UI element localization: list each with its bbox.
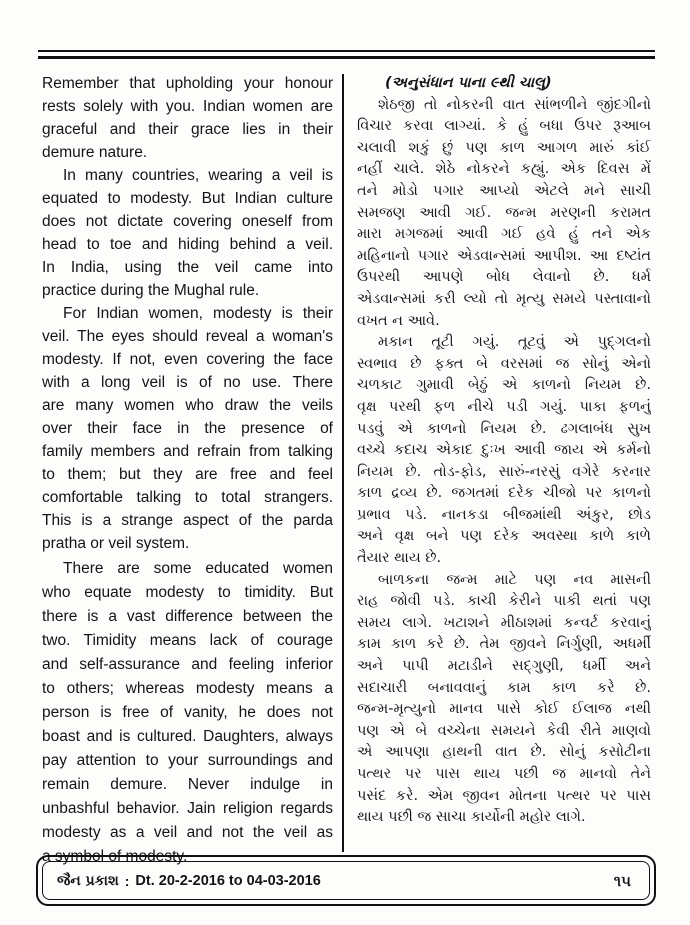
text-line: are many women who draw the veils (42, 397, 333, 414)
footer-frame (42, 861, 650, 900)
paragraph (357, 95, 651, 333)
text-line: to them; but they are free and feel (42, 466, 333, 483)
text-line: does not dictate covering oneself from (42, 213, 333, 230)
text-line: who equate modesty to timidity. But (42, 584, 333, 601)
text-line: કાળ દ્રવ્ય છે. જગતમાં દરેક ચીજો પર કાળનો (357, 485, 651, 502)
text-line: પસંદ કરે. એમ જીવન મોતના પત્થર પર પાસ (357, 787, 651, 804)
text-line: modesty. If not, even covering the face (42, 351, 333, 368)
paragraph (42, 72, 333, 164)
text-line: જન્મ-મૃત્યુનો માનવ પાસે કોઈ ઈલાજ નથી (357, 701, 651, 718)
text-line: Remember that upholding your honour (42, 75, 333, 92)
text-line: graceful and their grace lies in their (42, 121, 333, 138)
text-line: In many countries, wearing a veil is (63, 167, 333, 184)
text-line: person is free of vanity, he does not (42, 704, 333, 721)
text-line: veil. The eyes should reveal a woman's (42, 328, 333, 345)
text-line: demure nature. (42, 144, 148, 161)
text-line: વૃક્ષ પરથી ફળ નીચે પડી ગયું. પાકા ફળનું (357, 398, 651, 415)
text-line: modesty as a veil and not the veil as (42, 824, 333, 841)
text-line: remain demure. Never indulge in (42, 776, 333, 793)
text-line: રાહ જોવી પડે. કાચી કેરીને પાકી થતાં પણ (357, 593, 651, 610)
text-line: comfortable talking to total strangers. (42, 489, 333, 506)
paragraph (42, 557, 333, 869)
text-line: તૈયાર થાય છે. (357, 550, 442, 567)
text-line: પડવું એ કાળનો નિયમ છે. ઢગલાબંધ સુખ (357, 420, 651, 437)
text-line: એ આપણા હાથની વાત છે. સોનું કસોટીના (357, 744, 651, 761)
text-line: a symbol of modesty. (42, 848, 188, 865)
text-line: પણ એ બે વચ્ચેના સમયને કેવી રીતે માણવો (357, 722, 651, 739)
text-line: મકાન તૂટી ગયું. તૂટવું એ પુદ્ગલનો (378, 334, 651, 351)
paragraph (42, 302, 333, 555)
text-line: ચળકાટ ગુમાવી બેઠું એ કાળનો નિયમ છે. (357, 377, 651, 394)
text-line: For Indian women, modesty is their (63, 305, 333, 322)
text-line: family members and refrain from talking (42, 443, 333, 460)
header-rule-top (38, 50, 655, 52)
text-line: મહિનાનો પગાર એડવાન્સમાં આપીશ. આ દષ્ટાંત (357, 247, 651, 264)
text-line: નિયમ છે. તોડ-ફોડ, સારું-નરસું વગેરે કરનાર (357, 463, 651, 480)
page-number: ૧૫ (613, 871, 631, 890)
issue-date-range: Dt. 20-2-2016 to 04-03-2016 (135, 872, 321, 889)
text-line: boast and is cultured. Daughters, always (42, 728, 333, 745)
text-line: સમજણ આવી ગઈ. જન્મ મરણની કરામત (357, 204, 651, 221)
text-line: head to toe and hiding behind a veil. (42, 236, 333, 253)
text-line: equated to modesty. But Indian culture (42, 190, 333, 207)
text-line: થાય પછી જ સાચા કાર્યોની મહોર લાગે. (357, 809, 586, 826)
text-line: practice during the Mughal rule. (42, 282, 260, 299)
publication-name: જૈન પ્રકાશ (57, 872, 119, 889)
continuation-note: (અનુસંધાન પાના ૯થી ચાલુ) (385, 75, 552, 91)
text-line: and self-assurance and feeling inferior (42, 656, 333, 673)
text-line: તને મોડો પગાર આપ્યો એટલે મને સાચી (357, 182, 651, 199)
text-line: પ્રભાવ પડે. નાનકડા બીજમાંથી અંકુર, છોડ (357, 506, 651, 523)
column-divider (342, 74, 344, 852)
text-line: unbashful behavior. Jain religion regards (42, 800, 333, 817)
text-line: અને પાપી મટાડીને સદ્ગુણી, ધર્મી અને (357, 658, 651, 675)
footer-issue-info (57, 862, 321, 899)
text-line: શેઠજી તો નોકરની વાત સાંભળીને જીંદગીનો (378, 96, 651, 113)
page-footer (36, 855, 656, 906)
header-rule-bottom (38, 56, 655, 59)
text-line: to others; whereas modesty means a (42, 680, 333, 697)
text-line: પત્થર પર પાસ થાય પછી જ માનવો તેને (357, 766, 651, 782)
text-line: There are some educated women (63, 560, 333, 577)
text-line: ચલાવી શકું છું પણ કાળ આગળ મારું કાંઈ (357, 139, 651, 156)
text-line: બાળકના જન્મ માટે પણ નવ માસની (378, 571, 651, 588)
text-line: અને વૃક્ષ બને પણ દરેક અવસ્થા કાળે કાળે (357, 528, 651, 545)
text-line: there is a vast difference between the (42, 608, 333, 625)
text-line: ઉપરથી આપણે બોધ લેવાનો છે. ધર્મ (357, 269, 651, 286)
text-line: સ્વભાવ છે ફક્ત બે વરસમાં જ સોનું એનો (357, 355, 651, 372)
text-line: pratha or veil system. (42, 535, 190, 552)
text-line: કામ કાળ કરે છે. તેમ જીવને નિર્ગુણી, અધર્મી (357, 636, 651, 653)
text-line: two. Timidity means lack of courage (42, 632, 333, 649)
text-line: વિચાર કરવા લાગ્યાં. કે હું બધા ઉપર રૂઆબ (357, 118, 651, 135)
text-line: સમય લાગે. ખટાશને મીઠાશમાં કન્વર્ટ કરવાનું (357, 614, 651, 631)
text-line: વખત ન આવે. (357, 312, 440, 329)
text-line: with a long veil is of no use. There (42, 374, 333, 391)
text-line: This is a strange aspect of the parda (42, 512, 333, 529)
text-line: pay attention to your surroundings and (42, 752, 333, 769)
text-line: નહીં ચાલે. શેઠે નોકરને કહ્યું. એક દિવસ મેં (357, 161, 651, 178)
paragraph (42, 164, 333, 302)
paragraph (357, 570, 651, 829)
gujarati-column (357, 73, 651, 829)
text-line: એડવાન્સમાં કરી લ્યો તો મૃત્યુ સમયે પસ્તાવાનો (357, 290, 651, 307)
footer-separator: : (124, 872, 130, 889)
english-column (42, 72, 333, 869)
text-line: સદાચારી બનાવવાનું કામ કાળ કરે છે. (357, 679, 651, 696)
text-line: over their face in the presence of (42, 420, 333, 437)
text-line: rests solely with you. Indian women are (42, 98, 333, 115)
text-line: In India, using the veil came into (42, 259, 333, 276)
text-line: મારા મગજમાં આવી ગઈ હવે હું તને એક (357, 226, 651, 243)
text-line: વચ્ચે કદાચ એકાદ દુઃખ આવી જાય એ કર્મનો (357, 442, 651, 459)
paragraph (357, 332, 651, 570)
